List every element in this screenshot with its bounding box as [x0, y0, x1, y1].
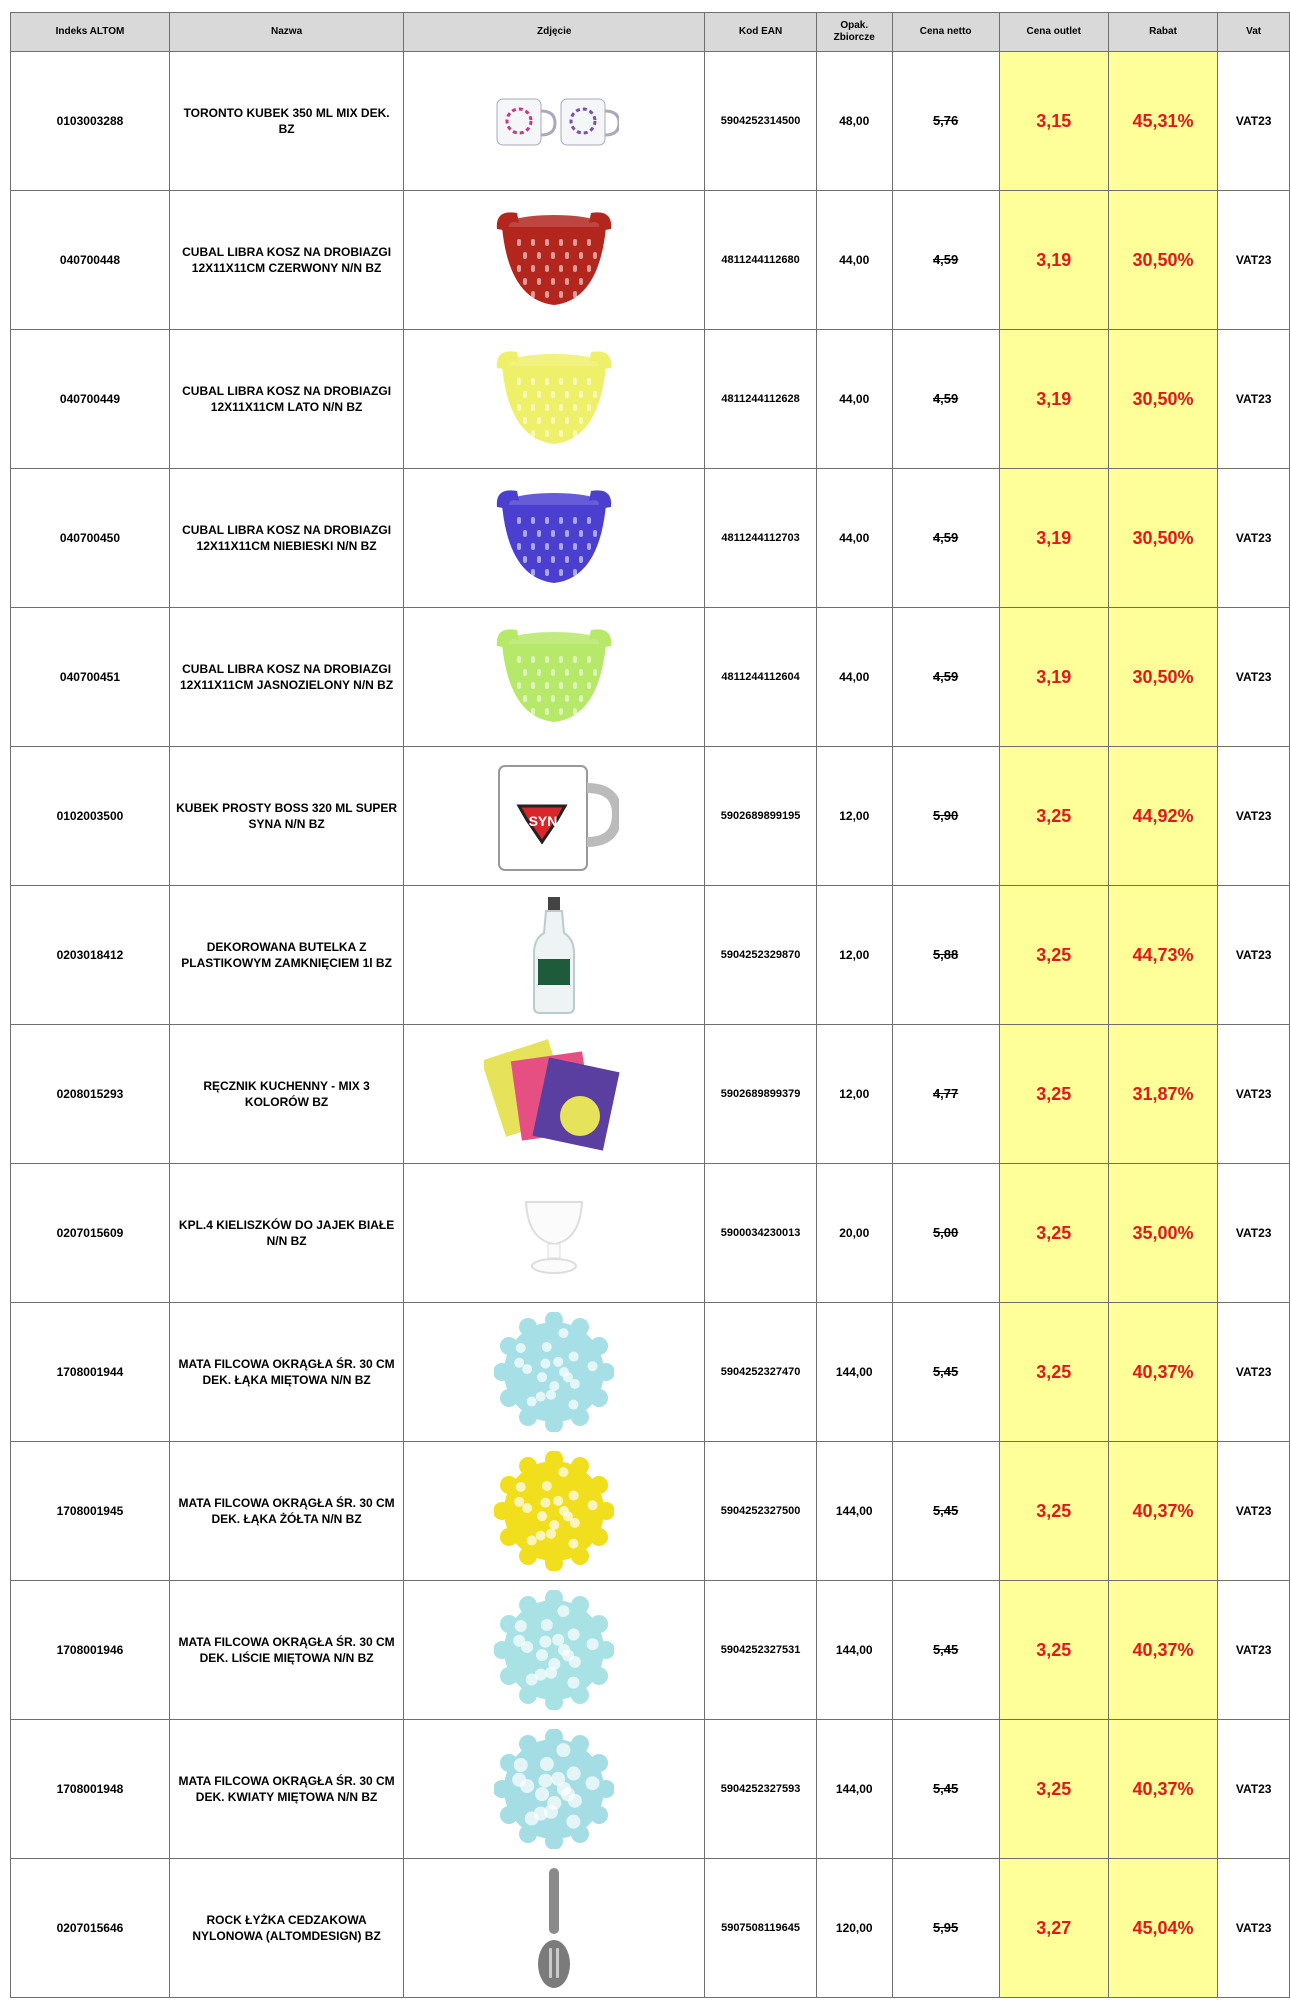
- cell-name: MATA FILCOWA OKRĄGŁA ŚR. 30 CM DEK. ŁĄKA ŻÓŁTA N/N BZ: [169, 1442, 403, 1581]
- table-row: [11, 608, 1290, 747]
- cell-vat: VAT23: [1218, 1303, 1290, 1442]
- cell-price-outlet: 3,19: [999, 191, 1108, 330]
- cell-pack: 12,00: [816, 886, 892, 1025]
- table-row: [11, 1859, 1290, 1998]
- cell-price-outlet: 3,25: [999, 1025, 1108, 1164]
- cell-discount: 40,37%: [1108, 1442, 1217, 1581]
- cell-name: DEKOROWANA BUTELKA Z PLASTIKOWYM ZAMKNIĘCIEM 1l BZ: [169, 886, 403, 1025]
- cell-pack: 44,00: [816, 608, 892, 747]
- cell-price-outlet: 3,19: [999, 469, 1108, 608]
- cell-price-outlet: 3,25: [999, 747, 1108, 886]
- table-row: [11, 1720, 1290, 1859]
- header-row: [11, 13, 1290, 52]
- cell-price-net: 4,77: [892, 1025, 999, 1164]
- table-row: [11, 469, 1290, 608]
- cell-discount: 44,92%: [1108, 747, 1217, 886]
- col-header-pack-line2: Zbiorcze: [833, 32, 875, 43]
- cell-price-outlet: 3,27: [999, 1859, 1108, 1998]
- product-photo: [404, 1590, 704, 1710]
- cell-discount: 35,00%: [1108, 1164, 1217, 1303]
- cell-price-net: 5,45: [892, 1720, 999, 1859]
- cell-ean: 5904252327531: [705, 1581, 817, 1720]
- cell-index: 040700449: [11, 330, 170, 469]
- cell-price-net: 5,00: [892, 1164, 999, 1303]
- cell-discount: 30,50%: [1108, 191, 1217, 330]
- cell-index: 0103003288: [11, 52, 170, 191]
- cell-price-outlet: 3,19: [999, 330, 1108, 469]
- cell-vat: VAT23: [1218, 747, 1290, 886]
- cell-index: 1708001944: [11, 1303, 170, 1442]
- cell-photo: [404, 191, 705, 330]
- cell-pack: 144,00: [816, 1303, 892, 1442]
- cell-ean: 5900034230013: [705, 1164, 817, 1303]
- product-photo: [404, 1312, 704, 1432]
- cell-index: 0102003500: [11, 747, 170, 886]
- col-header-pack: [816, 13, 892, 52]
- table-row: [11, 747, 1290, 886]
- cell-ean: 5904252327470: [705, 1303, 817, 1442]
- cell-name: ROCK ŁYŻKA CEDZAKOWA NYLONOWA (ALTOMDESIGN) BZ: [169, 1859, 403, 1998]
- product-photo: [404, 344, 704, 454]
- product-photo: [404, 91, 704, 151]
- product-price-table: [10, 12, 1290, 1998]
- table-row: [11, 191, 1290, 330]
- col-header-pack-line1: Opak.: [840, 20, 869, 31]
- cell-index: 040700448: [11, 191, 170, 330]
- cell-pack: 144,00: [816, 1442, 892, 1581]
- svg-text:SYN: SYN: [528, 813, 558, 829]
- cell-price-net: 5,88: [892, 886, 999, 1025]
- table-row: [11, 886, 1290, 1025]
- cell-discount: 44,73%: [1108, 886, 1217, 1025]
- cell-vat: VAT23: [1218, 1442, 1290, 1581]
- cell-name: CUBAL LIBRA KOSZ NA DROBIAZGI 12X11X11CM JASNOZIELONY N/N BZ: [169, 608, 403, 747]
- cell-discount: 45,31%: [1108, 52, 1217, 191]
- product-photo: [404, 205, 704, 315]
- table-row: [11, 52, 1290, 191]
- cell-index: 1708001945: [11, 1442, 170, 1581]
- product-photo: [404, 1729, 704, 1849]
- cell-ean: 5907508119645: [705, 1859, 817, 1998]
- product-photo: [404, 1188, 704, 1278]
- col-header-price-net: Cena netto: [892, 13, 999, 52]
- cell-price-outlet: 3,25: [999, 1164, 1108, 1303]
- table-row: [11, 1303, 1290, 1442]
- cell-discount: 30,50%: [1108, 608, 1217, 747]
- cell-discount: 45,04%: [1108, 1859, 1217, 1998]
- cell-photo: [404, 469, 705, 608]
- product-photo: [404, 895, 704, 1015]
- col-header-ean: Kod EAN: [705, 13, 817, 52]
- table-row: [11, 330, 1290, 469]
- cell-name: MATA FILCOWA OKRĄGŁA ŚR. 30 CM DEK. KWIATY MIĘTOWA N/N BZ: [169, 1720, 403, 1859]
- table-row: [11, 1581, 1290, 1720]
- cell-pack: 12,00: [816, 1025, 892, 1164]
- cell-price-net: 5,90: [892, 747, 999, 886]
- cell-pack: 120,00: [816, 1859, 892, 1998]
- cell-pack: 44,00: [816, 191, 892, 330]
- cell-name: CUBAL LIBRA KOSZ NA DROBIAZGI 12X11X11CM CZERWONY N/N BZ: [169, 191, 403, 330]
- cell-vat: VAT23: [1218, 52, 1290, 191]
- cell-ean: 5902689899379: [705, 1025, 817, 1164]
- cell-price-net: 4,59: [892, 191, 999, 330]
- cell-price-net: 5,95: [892, 1859, 999, 1998]
- cell-name: RĘCZNIK KUCHENNY - MIX 3 KOLORÓW BZ: [169, 1025, 403, 1164]
- col-header-index: Indeks ALTOM: [11, 13, 170, 52]
- col-header-photo: Zdjęcie: [404, 13, 705, 52]
- cell-vat: VAT23: [1218, 1025, 1290, 1164]
- product-photo: [404, 1866, 704, 1991]
- cell-name: MATA FILCOWA OKRĄGŁA ŚR. 30 CM DEK. ŁĄKA MIĘTOWA N/N BZ: [169, 1303, 403, 1442]
- cell-name: KPL.4 KIELISZKÓW DO JAJEK BIAŁE N/N BZ: [169, 1164, 403, 1303]
- product-photo: [404, 483, 704, 593]
- cell-vat: VAT23: [1218, 1859, 1290, 1998]
- cell-price-outlet: 3,25: [999, 1442, 1108, 1581]
- cell-ean: 4811244112703: [705, 469, 817, 608]
- cell-name: CUBAL LIBRA KOSZ NA DROBIAZGI 12X11X11CM LATO N/N BZ: [169, 330, 403, 469]
- table-row: [11, 1164, 1290, 1303]
- cell-ean: 5904252327593: [705, 1720, 817, 1859]
- cell-name: KUBEK PROSTY BOSS 320 ML SUPER SYNA N/N BZ: [169, 747, 403, 886]
- cell-index: 1708001948: [11, 1720, 170, 1859]
- cell-price-net: 4,59: [892, 608, 999, 747]
- cell-index: 040700451: [11, 608, 170, 747]
- cell-vat: VAT23: [1218, 1720, 1290, 1859]
- cell-name: TORONTO KUBEK 350 ML MIX DEK. BZ: [169, 52, 403, 191]
- cell-name: CUBAL LIBRA KOSZ NA DROBIAZGI 12X11X11CM NIEBIESKI N/N BZ: [169, 469, 403, 608]
- cell-ean: 5902689899195: [705, 747, 817, 886]
- cell-price-net: 4,59: [892, 330, 999, 469]
- cell-pack: 44,00: [816, 469, 892, 608]
- col-header-vat: Vat: [1218, 13, 1290, 52]
- cell-price-net: 5,45: [892, 1581, 999, 1720]
- cell-ean: 5904252329870: [705, 886, 817, 1025]
- cell-photo: [404, 1442, 705, 1581]
- cell-index: 0207015646: [11, 1859, 170, 1998]
- product-photo: [404, 622, 704, 732]
- cell-ean: 5904252327500: [705, 1442, 817, 1581]
- cell-price-outlet: 3,19: [999, 608, 1108, 747]
- cell-discount: 40,37%: [1108, 1581, 1217, 1720]
- cell-photo: [404, 1720, 705, 1859]
- cell-price-net: 5,76: [892, 52, 999, 191]
- cell-pack: 20,00: [816, 1164, 892, 1303]
- cell-pack: 44,00: [816, 330, 892, 469]
- cell-photo: [404, 608, 705, 747]
- cell-photo: [404, 1581, 705, 1720]
- table-row: [11, 1442, 1290, 1581]
- cell-pack: 144,00: [816, 1581, 892, 1720]
- col-header-discount: Rabat: [1108, 13, 1217, 52]
- cell-vat: VAT23: [1218, 608, 1290, 747]
- cell-price-outlet: 3,25: [999, 886, 1108, 1025]
- cell-discount: 40,37%: [1108, 1303, 1217, 1442]
- cell-vat: VAT23: [1218, 1581, 1290, 1720]
- cell-photo: [404, 1025, 705, 1164]
- cell-index: 0207015609: [11, 1164, 170, 1303]
- cell-photo: [404, 747, 705, 886]
- cell-pack: 144,00: [816, 1720, 892, 1859]
- cell-photo: [404, 1859, 705, 1998]
- cell-pack: 48,00: [816, 52, 892, 191]
- cell-vat: VAT23: [1218, 469, 1290, 608]
- cell-discount: 40,37%: [1108, 1720, 1217, 1859]
- cell-index: 1708001946: [11, 1581, 170, 1720]
- cell-price-net: 5,45: [892, 1303, 999, 1442]
- cell-ean: 4811244112680: [705, 191, 817, 330]
- cell-discount: 31,87%: [1108, 1025, 1217, 1164]
- cell-vat: VAT23: [1218, 886, 1290, 1025]
- cell-price-outlet: 3,25: [999, 1720, 1108, 1859]
- cell-discount: 30,50%: [1108, 469, 1217, 608]
- col-header-name: Nazwa: [169, 13, 403, 52]
- cell-price-net: 5,45: [892, 1442, 999, 1581]
- product-photo: [404, 756, 704, 876]
- cell-price-outlet: 3,25: [999, 1581, 1108, 1720]
- cell-pack: 12,00: [816, 747, 892, 886]
- cell-photo: [404, 1164, 705, 1303]
- cell-ean: 5904252314500: [705, 52, 817, 191]
- cell-index: 0203018412: [11, 886, 170, 1025]
- cell-price-outlet: 3,15: [999, 52, 1108, 191]
- cell-vat: VAT23: [1218, 1164, 1290, 1303]
- cell-discount: 30,50%: [1108, 330, 1217, 469]
- col-header-price-outlet: Cena outlet: [999, 13, 1108, 52]
- cell-index: 040700450: [11, 469, 170, 608]
- cell-price-net: 4,59: [892, 469, 999, 608]
- product-photo: [404, 1451, 704, 1571]
- cell-ean: 4811244112604: [705, 608, 817, 747]
- cell-index: 0208015293: [11, 1025, 170, 1164]
- product-photo: [404, 1034, 704, 1154]
- cell-name: MATA FILCOWA OKRĄGŁA ŚR. 30 CM DEK. LIŚCIE MIĘTOWA N/N BZ: [169, 1581, 403, 1720]
- cell-photo: [404, 330, 705, 469]
- cell-ean: 4811244112628: [705, 330, 817, 469]
- cell-photo: [404, 886, 705, 1025]
- table-row: [11, 1025, 1290, 1164]
- cell-vat: VAT23: [1218, 330, 1290, 469]
- cell-photo: [404, 1303, 705, 1442]
- cell-vat: VAT23: [1218, 191, 1290, 330]
- cell-photo: [404, 52, 705, 191]
- cell-price-outlet: 3,25: [999, 1303, 1108, 1442]
